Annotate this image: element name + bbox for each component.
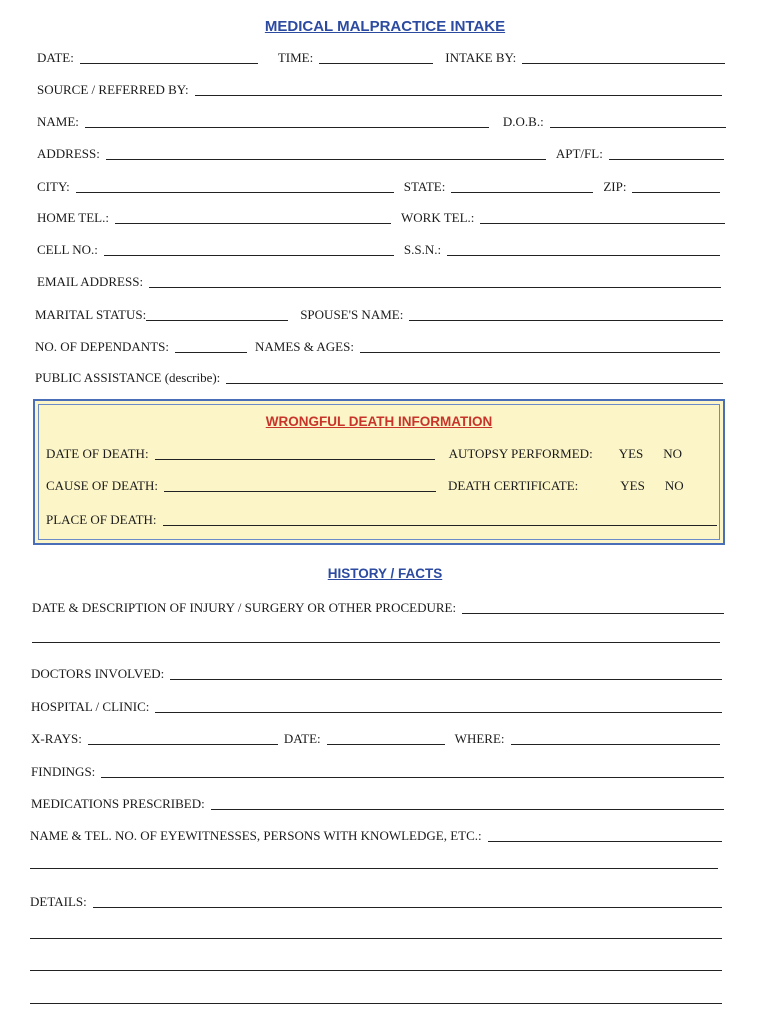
hospital-field[interactable] bbox=[155, 698, 722, 713]
details-field[interactable] bbox=[93, 893, 722, 908]
xray-date-field[interactable] bbox=[327, 730, 445, 745]
dependants-label: NO. OF DEPENDANTS: bbox=[35, 339, 169, 354]
row-findings bbox=[31, 762, 724, 780]
names-ages-field[interactable] bbox=[360, 338, 720, 353]
ssn-field[interactable] bbox=[447, 241, 720, 256]
public-assistance-label: PUBLIC ASSISTANCE (describe): bbox=[35, 370, 221, 385]
city-label: CITY: bbox=[37, 179, 70, 194]
marital-label: MARITAL STATUS: bbox=[35, 307, 147, 322]
names-ages-label: NAMES & AGES: bbox=[254, 339, 354, 354]
row-date-of-death bbox=[46, 444, 712, 462]
row-cause-of-death bbox=[46, 476, 712, 494]
details-line-4[interactable] bbox=[30, 1003, 722, 1004]
details-line-3[interactable] bbox=[30, 970, 722, 971]
details-line-2[interactable] bbox=[30, 938, 722, 939]
spouse-field[interactable] bbox=[409, 306, 723, 321]
row-address bbox=[37, 144, 724, 162]
address-label: ADDRESS: bbox=[37, 146, 100, 161]
row-name bbox=[37, 112, 726, 130]
death-certificate-label: DEATH CERTIFICATE: bbox=[447, 478, 579, 493]
xrays-label: X-RAYS: bbox=[31, 731, 82, 746]
time-label: TIME: bbox=[277, 50, 314, 65]
row-place-of-death bbox=[46, 510, 717, 528]
city-field[interactable] bbox=[76, 178, 394, 193]
injury-continuation-line[interactable] bbox=[32, 642, 720, 643]
autopsy-yes-option[interactable]: YES bbox=[618, 446, 644, 461]
email-field[interactable] bbox=[149, 273, 721, 288]
row-medications bbox=[31, 794, 724, 812]
cell-label: CELL NO.: bbox=[37, 242, 98, 257]
xrays-field[interactable] bbox=[88, 730, 278, 745]
work-tel-field[interactable] bbox=[480, 209, 725, 224]
dob-label: D.O.B.: bbox=[502, 114, 544, 129]
row-city-state-zip bbox=[37, 177, 720, 195]
row-cell-ssn bbox=[37, 240, 720, 258]
apt-label: APT/FL: bbox=[555, 146, 603, 161]
marital-field[interactable] bbox=[146, 306, 288, 321]
death-certificate-yes-option[interactable]: YES bbox=[620, 478, 645, 493]
state-field[interactable] bbox=[451, 178, 593, 193]
row-injury bbox=[32, 598, 724, 616]
date-field[interactable] bbox=[80, 49, 258, 64]
place-of-death-label: PLACE OF DEATH: bbox=[46, 512, 157, 527]
eyewitnesses-continuation-line[interactable] bbox=[30, 868, 718, 869]
spouse-label: SPOUSE'S NAME: bbox=[300, 307, 404, 322]
date-of-death-field[interactable] bbox=[155, 445, 435, 460]
source-field[interactable] bbox=[195, 81, 722, 96]
row-home-work-tel bbox=[37, 208, 725, 226]
time-field[interactable] bbox=[319, 49, 433, 64]
medications-field[interactable] bbox=[211, 795, 724, 810]
form-title: MEDICAL MALPRACTICE INTAKE bbox=[264, 18, 506, 35]
date-label: DATE: bbox=[37, 50, 74, 65]
medications-label: MEDICATIONS PRESCRIBED: bbox=[31, 796, 205, 811]
autopsy-label: AUTOPSY PERFORMED: bbox=[448, 446, 593, 461]
cell-field[interactable] bbox=[104, 241, 394, 256]
doctors-label: DOCTORS INVOLVED: bbox=[31, 666, 165, 681]
row-dependants bbox=[35, 337, 720, 355]
zip-field[interactable] bbox=[632, 178, 720, 193]
cause-of-death-label: CAUSE OF DEATH: bbox=[46, 478, 158, 493]
history-title: HISTORY / FACTS bbox=[327, 566, 443, 581]
wrongful-death-title: WRONGFUL DEATH INFORMATION bbox=[265, 414, 493, 429]
xray-date-label: DATE: bbox=[283, 731, 321, 746]
cause-of-death-field[interactable] bbox=[164, 477, 436, 492]
zip-label: ZIP: bbox=[603, 179, 627, 194]
intake-by-field[interactable] bbox=[522, 49, 725, 64]
home-tel-field[interactable] bbox=[115, 209, 391, 224]
injury-label: DATE & DESCRIPTION OF INJURY / SURGERY OR OTHER PROCEDURE: bbox=[32, 600, 457, 615]
findings-field[interactable] bbox=[101, 763, 724, 778]
ssn-label: S.S.N.: bbox=[403, 242, 442, 257]
intake-by-label: INTAKE BY: bbox=[445, 50, 517, 65]
autopsy-no-option[interactable]: NO bbox=[663, 446, 683, 461]
dependants-field[interactable] bbox=[175, 338, 247, 353]
work-tel-label: WORK TEL.: bbox=[400, 210, 475, 225]
name-field[interactable] bbox=[85, 113, 489, 128]
row-xrays bbox=[31, 729, 720, 747]
date-of-death-label: DATE OF DEATH: bbox=[46, 446, 149, 461]
row-doctors bbox=[31, 664, 722, 682]
death-certificate-no-option[interactable]: NO bbox=[664, 478, 684, 493]
name-label: NAME: bbox=[37, 114, 79, 129]
home-tel-label: HOME TEL.: bbox=[37, 210, 109, 225]
row-marital-spouse bbox=[35, 305, 723, 323]
injury-field[interactable] bbox=[462, 599, 724, 614]
public-assistance-field[interactable] bbox=[226, 369, 723, 384]
details-label: DETAILS: bbox=[30, 894, 87, 909]
email-label: EMAIL ADDRESS: bbox=[37, 274, 144, 289]
doctors-field[interactable] bbox=[170, 665, 722, 680]
eyewitnesses-field[interactable] bbox=[488, 827, 722, 842]
findings-label: FINDINGS: bbox=[31, 764, 96, 779]
row-email bbox=[37, 272, 721, 290]
hospital-label: HOSPITAL / CLINIC: bbox=[31, 699, 150, 714]
where-field[interactable] bbox=[511, 730, 721, 745]
place-of-death-field[interactable] bbox=[163, 511, 717, 526]
where-label: WHERE: bbox=[454, 731, 505, 746]
row-source bbox=[37, 80, 722, 98]
address-field[interactable] bbox=[106, 145, 546, 160]
row-eyewitnesses bbox=[30, 826, 722, 844]
state-label: STATE: bbox=[403, 179, 446, 194]
source-label: SOURCE / REFERRED BY: bbox=[37, 82, 189, 97]
row-date-time-intake bbox=[37, 48, 725, 66]
row-hospital bbox=[31, 697, 722, 715]
row-public-assistance bbox=[35, 368, 723, 386]
eyewitnesses-label: NAME & TEL. NO. OF EYEWITNESSES, PERSONS WITH KNOWLEDGE, ETC.: bbox=[30, 828, 482, 843]
apt-field[interactable] bbox=[609, 145, 724, 160]
row-details bbox=[30, 892, 722, 910]
dob-field[interactable] bbox=[550, 113, 726, 128]
